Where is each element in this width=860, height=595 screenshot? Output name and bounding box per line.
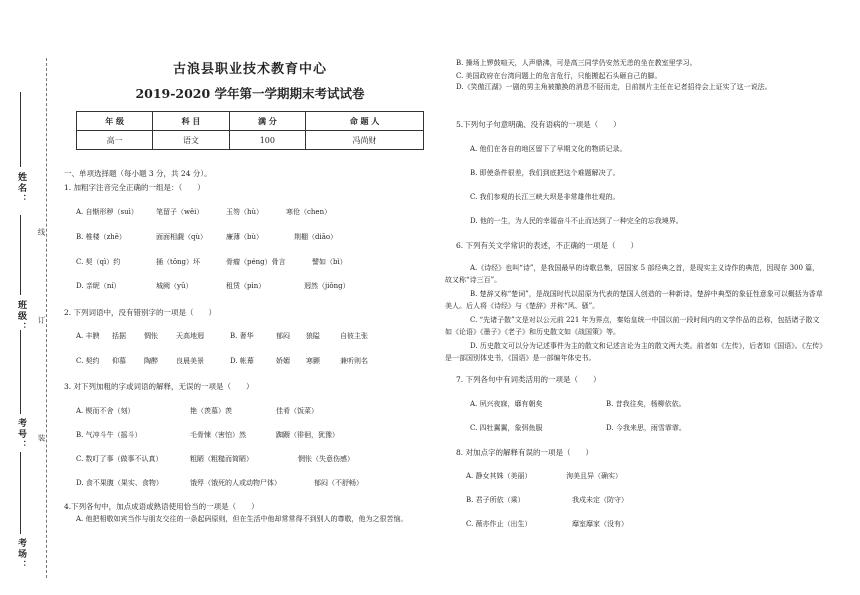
section-heading: 一、单项选择题（每小题 3 分，共 24 分）。 bbox=[64, 169, 212, 178]
q3-stem: 3. 对下列加粗的字或词语的解释，无误的一项是（ ） bbox=[64, 382, 254, 391]
q7-option-b[interactable]: B. 昔我往矣，杨柳依依。 bbox=[606, 400, 686, 408]
q8-option-b2: 我戍未定（防守） bbox=[572, 496, 628, 504]
col-subject-header: 科 目 bbox=[153, 112, 229, 131]
q5-option-d[interactable]: D. 他的一生，为人民的幸福奋斗不止而达到了一种完全的忘我境界。 bbox=[470, 217, 683, 225]
q1-option-c4: 譬如（bì） bbox=[312, 258, 347, 266]
q8-option-b[interactable]: B. 君子所依（乘） bbox=[466, 496, 525, 504]
q2-word: 惆怅 bbox=[144, 332, 158, 340]
q3-option-c[interactable]: C. 数叮了事（做事不认真） bbox=[76, 455, 163, 463]
q2-word: 天高地迥 bbox=[176, 332, 204, 340]
q6-option-b[interactable]: B. 楚辞又称“楚词”，是战国时代以屈原为代表的楚国人创造的一种新诗。楚辞中典型的象征性意象可以概括为香草美人。后人将《诗经》与《楚辞》并称“风、骚”。 bbox=[445, 290, 823, 310]
q8-option-a2: 洵美且异（确实） bbox=[566, 472, 622, 480]
q2-word: 括据 bbox=[112, 332, 126, 340]
q4-option-a[interactable]: A. 他把相敬如宾当作与朋友交往的一条起码原则，但在生活中他却常常得不到别人的尊敬，他为之很苦恼。 bbox=[76, 515, 408, 523]
q3-option-d[interactable]: D. 食不果腹（果实、食物） bbox=[76, 479, 163, 487]
q7-stem: 7. 下列各句中有词类活用的一项是（ ） bbox=[456, 375, 601, 384]
subject-value: 语文 bbox=[153, 131, 229, 150]
col-author-header: 命 题 人 bbox=[306, 112, 424, 131]
q1-option-c2: 捅（tǒng）坏 bbox=[156, 258, 201, 266]
q6-option-d[interactable]: D. 历史散文可以分为记述事件为主的散文和记述言论为主的散文两大类。前者如《左传》，后者如《国语》。《左传》是一部国别体史书，《国语》是一部编年体史书。 bbox=[445, 342, 823, 362]
q3-item: 毛骨悚（害怕）然 bbox=[190, 431, 246, 439]
q8-option-a[interactable]: A. 静女其姝（美丽） bbox=[466, 472, 532, 480]
q6-stem: 6. 下列有关文学常识的表述，不正确的一项是（ ） bbox=[456, 241, 639, 250]
score-value: 100 bbox=[229, 131, 305, 150]
q1-option-a4: 寒伧（chen） bbox=[286, 208, 332, 216]
q1-option-a2: 笔留子（wěi） bbox=[156, 208, 204, 216]
grade-value: 高一 bbox=[77, 131, 153, 150]
q2-option-d[interactable]: D. 帐幕 bbox=[230, 357, 254, 365]
room-blank[interactable] bbox=[20, 452, 21, 534]
q2-word: 狼隘 bbox=[306, 332, 320, 340]
q1-option-c[interactable]: C. 契（qì）约 bbox=[76, 258, 121, 266]
q2-word: 良晨美景 bbox=[176, 357, 204, 365]
school-name: 古浪县职业技术教育中心 bbox=[172, 62, 327, 77]
q8-option-c2: 靡室靡家（没有） bbox=[572, 520, 628, 528]
q2-word: 兼听则名 bbox=[340, 357, 368, 365]
q6-option-a[interactable]: A.《诗经》也叫“诗”，是我国最早的诗歌总集，居国家 5 部经典之首，是现实主义诗作的典范，因现存 300 篇，故又称“诗三百”。 bbox=[445, 264, 820, 284]
room-label: 考场： bbox=[16, 538, 26, 571]
id-label: 考号： bbox=[16, 418, 26, 451]
q2-option-b[interactable]: B. 奢华 bbox=[230, 332, 254, 340]
q1-option-b4: 荆棚（diāo） bbox=[294, 233, 338, 241]
q4-option-b[interactable]: B. 操场上锣鼓喧天，人声鼎沸，可是高三同学仍安然无恙的坐在教室里学习。 bbox=[456, 59, 697, 67]
exam-info-table bbox=[76, 111, 424, 150]
q4-stem: 4.下列各句中，加点成语或熟语使用恰当的一项是（ ） bbox=[64, 502, 259, 511]
q1-option-b2: 面面相觑（qù） bbox=[156, 233, 207, 241]
q2-word: 仰慕 bbox=[112, 357, 126, 365]
q2-word: 娇媚 bbox=[276, 357, 290, 365]
name-blank[interactable] bbox=[20, 92, 21, 167]
q7-option-d[interactable]: D. 今我来思，雨雪霏霏。 bbox=[606, 424, 686, 432]
q7-option-a[interactable]: A. 夙兴夜寐，靡有朝矣 bbox=[470, 400, 543, 408]
q5-option-a[interactable]: A. 他们在各自的地区留下了早期文化的物质记录。 bbox=[470, 145, 627, 153]
q8-stem: 8. 对加点字的解释有误的一项是（ ） bbox=[456, 448, 594, 457]
q3-item: 佳肴（饭菜） bbox=[276, 407, 318, 415]
q3-item: 粗陋（粗糙而简陋） bbox=[190, 455, 253, 463]
q1-option-d2: 城阙（yū） bbox=[156, 282, 193, 290]
name-label: 姓名： bbox=[16, 172, 26, 205]
q3-item: 踟蹰（徘徊，犹豫） bbox=[276, 431, 339, 439]
binding-mark-line: 线 bbox=[37, 228, 46, 236]
q7-option-c[interactable]: C. 四牡翼翼，象弭鱼服 bbox=[470, 424, 543, 432]
q2-option-a[interactable]: A. 丰腴 bbox=[76, 332, 100, 340]
col-score-header: 满 分 bbox=[229, 112, 305, 131]
q3-item: 艳（羡慕）羡 bbox=[190, 407, 232, 415]
q8-option-c[interactable]: C. 薇亦作止（出生） bbox=[466, 520, 532, 528]
q1-option-d4: 迥然（jiǒng） bbox=[304, 282, 350, 290]
class-blank[interactable] bbox=[20, 215, 21, 295]
q4-option-c[interactable]: C. 美国政府在台湾问题上的危言危行，只能搬起石头砸自己的脚。 bbox=[456, 72, 662, 80]
binding-mark-order: 订 bbox=[37, 316, 46, 324]
q1-option-d3: 租赁（pìn） bbox=[226, 282, 266, 290]
q2-word: 陶醉 bbox=[144, 357, 158, 365]
q3-item: 饿殍（饿死的人或动物尸体） bbox=[190, 479, 281, 487]
q5-option-b[interactable]: B. 即使条件很差，我们到底把这个难题解决了。 bbox=[470, 169, 620, 177]
q1-stem: 1. 加粗字注音完全正确的一组是：（ ） bbox=[64, 183, 205, 192]
q2-word: 寒颤 bbox=[306, 357, 320, 365]
q6-option-c[interactable]: C. “先诸子散”文是对以公元前 221 年为界点，秦始皇统一中国以前一段时间内的文学作品的总称，包括诸子散文如《论语》《墨子》《老子》和历史散文如《战国策》等。 bbox=[445, 316, 820, 336]
id-blank[interactable] bbox=[20, 330, 21, 414]
q1-option-a[interactable]: A. 自惭形秽（suì） bbox=[76, 208, 138, 216]
q1-option-b[interactable]: B. 椎楼（zhē） bbox=[76, 233, 126, 241]
col-grade-header: 年 级 bbox=[77, 112, 153, 131]
q1-option-b3: 廉薄（bù） bbox=[226, 233, 263, 241]
q1-option-c3: 骨瘤（péng）骨言 bbox=[226, 258, 286, 266]
q3-option-a[interactable]: A. 锲而不舍（刻） bbox=[76, 407, 135, 415]
q3-option-b[interactable]: B. 气冲斗牛（摇斗） bbox=[76, 431, 142, 439]
q2-word: 郁闷 bbox=[276, 332, 290, 340]
exam-title: 2019-2020 学年第一学期期末考试试卷 bbox=[135, 86, 365, 101]
q3-item: 郁闷（不舒畅） bbox=[314, 479, 363, 487]
q5-option-c[interactable]: C. 我们参观的长江三峡大坝是非常雄伟壮观的。 bbox=[470, 193, 620, 201]
author-value: 冯尚财 bbox=[306, 131, 424, 150]
binding-mark-bind: 装 bbox=[37, 434, 46, 442]
class-label: 班级： bbox=[16, 300, 26, 333]
q4-option-d[interactable]: D.《笑傲江湖》一剧的男主角被撤换的消息不胫而走，日前制片主任在记者招待会上证实了这一说法。 bbox=[456, 83, 772, 91]
q2-stem: 2. 下列词语中，没有错别字的一项是（ ） bbox=[64, 308, 217, 317]
q1-option-d[interactable]: D. 亲昵（ní） bbox=[76, 282, 121, 290]
q2-word: 自彼主张 bbox=[340, 332, 368, 340]
q5-stem: 5.下列句子句意明确、没有语病的一项是（ ） bbox=[456, 120, 621, 129]
q1-option-a3: 玉笏（hù） bbox=[226, 208, 264, 216]
q2-option-c[interactable]: C. 契约 bbox=[76, 357, 100, 365]
q3-item: 惘怅（失意伤感） bbox=[298, 455, 354, 463]
